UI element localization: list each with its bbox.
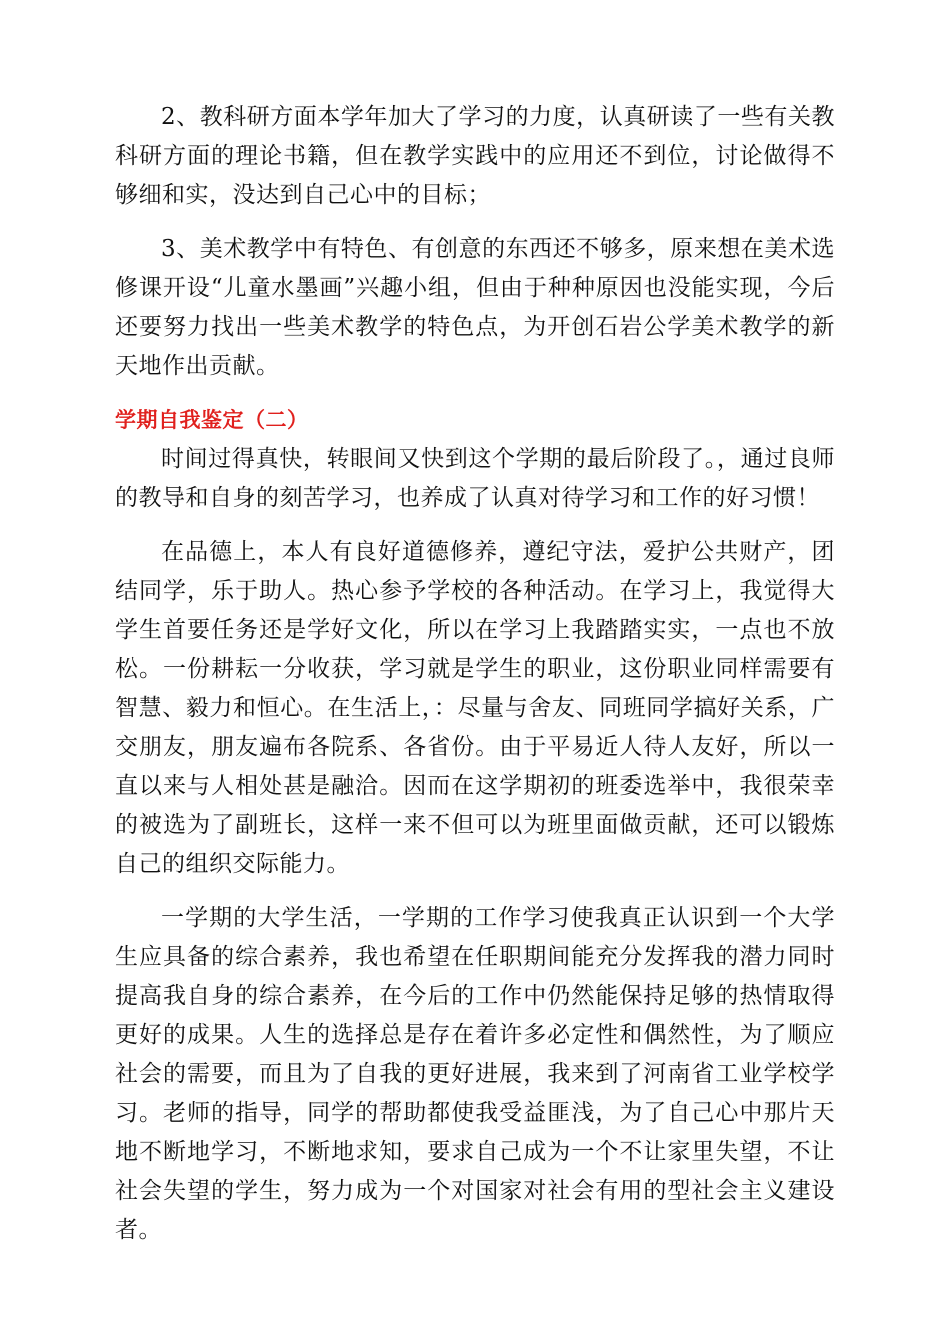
document-body bbox=[115, 98, 835, 1250]
section-heading: 学期自我鉴定（二） bbox=[115, 408, 309, 432]
paragraph-gap bbox=[115, 215, 835, 230]
paragraph-item-3: 3、美术教学中有特色、有创意的东西还不够多，原来想在美术选修课开设“儿童水墨画”兴趣小组，但由于种种原因也没能实现，今后还要努力找出一些美术教学的特色点，为开创石岩公学美术教学的新天地作出贡献。 bbox=[115, 236, 835, 379]
paragraph-gap bbox=[115, 884, 835, 899]
paragraph-item-2: 2、教科研方面本学年加大了学习的力度，认真研读了一些有关教科研方面的理论书籍，但在教学实践中的应用还不到位，讨论做得不够细和实，没达到自己心中的目标； bbox=[115, 104, 835, 208]
paragraph-character: 在品德上，本人有良好道德修养，遵纪守法，爱护公共财产，团结同学，乐于助人。热心参予学校的各种活动。在学习上，我觉得大学生首要任务还是学好文化，所以在学习上我踏踏实实，一点也不放松。一份耕耘一分收获，学习就是学生的职业，这份职业同样需要有智慧、毅力和恒心。在生活上，：尽量与舍友、同班同学搞好关系，广交朋友，朋友遍布各院系、各省份。由于平易近人待人友好，所以一直以来与人相处甚是融洽。因而在这学期初的班委选举中，我很荣幸的被选为了副班长，这样一来不但可以为班里面做贡献，还可以锻炼自己的组织交际能力。 bbox=[115, 539, 835, 877]
paragraph-gap bbox=[115, 518, 835, 533]
paragraph-reflection: 一学期的大学生活，一学期的工作学习使我真正认识到一个大学生应具备的综合素养，我也希望在任职期间能充分发挥我的潜力同时提高我自身的综合素养，在今后的工作中仍然能保持足够的热情取得更好的成果。人生的选择总是存在着许多必定性和偶然性，为了顺应社会的需要，而且为了自我的更好进展，我来到了河南省工业学校学习。老师的指导，同学的帮助都使我受益匪浅，为了自己心中那片天地不断地学习，不断地求知，要求自己成为一个不让家里失望，不让社会失望的学生，努力成为一个对国家对社会有用的型社会主义建设者。 bbox=[115, 905, 835, 1243]
paragraph-gap bbox=[115, 386, 835, 401]
paragraph-intro: 时间过得真快，转眼间又快到这个学期的最后阶段了。，通过良师的教导和自身的刻苦学习，也养成了认真对待学习和工作的好习惯！ bbox=[115, 446, 835, 511]
